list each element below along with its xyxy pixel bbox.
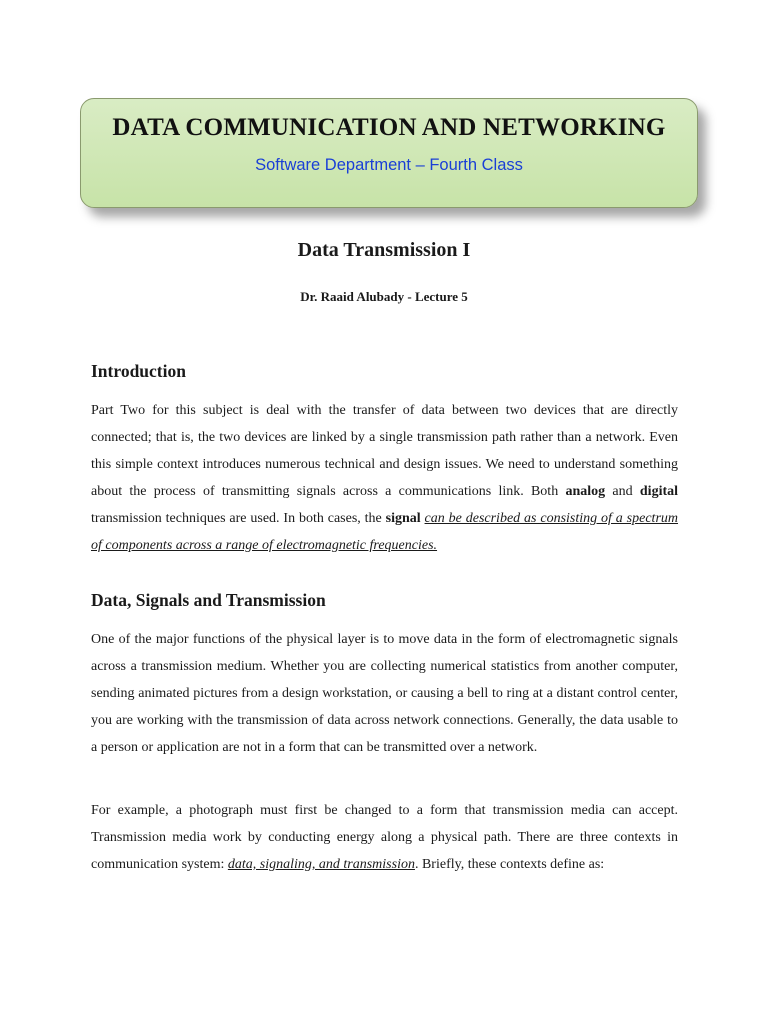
ds-p2-emphasis: data, signaling, and transmission [227, 857, 415, 872]
intro-bold-digital: digital [639, 484, 679, 499]
data-signals-heading: Data, Signals and Transmission [91, 590, 326, 610]
data-signals-paragraph-2 [91, 797, 678, 878]
intro-bold-signal: signal [385, 511, 421, 526]
course-title: DATA COMMUNICATION AND NETWORKING [112, 114, 666, 141]
intro-text-2: and [605, 484, 640, 499]
course-header-box [80, 98, 698, 208]
intro-emphasis: can be described as consisting of a spectrum of components across a range of electromagnetic frequencies. [91, 511, 679, 553]
ds-p2-text-2: . Briefly, these contexts define as: [414, 857, 605, 872]
intro-text-3: transmission techniques are used. In both cases, the [91, 511, 386, 526]
lecture-title: Data Transmission I [297, 239, 471, 261]
ds-p2-text-1: For example, a photograph must first be changed to a form that transmission media can accept. Transmission media work by conducting energy along a physical path. There are three contexts in communication system: [91, 803, 678, 872]
course-subtitle: Software Department – Fourth Class [255, 156, 523, 174]
introduction-heading: Introduction [91, 361, 186, 381]
introduction-paragraph [91, 397, 678, 559]
intro-bold-analog: analog [565, 484, 606, 499]
intro-text-1: Part Two for this subject is deal with the transfer of data between two devices that are directly connected; that is, the two devices are linked by a single transmission path rather than a network. Even this simple context introduces numerous technical and design issues. We need to understand something about the process of transmitting signals across a communications link. Both [91, 403, 678, 499]
data-signals-paragraph-1: One of the major functions of the physical layer is to move data in the form of electromagnetic signals across a transmission medium. Whether you are collecting numerical statistics from another computer, sending animated pictures from a design workstation, or causing a bell to ring at a distant control center, you are working with the transmission of data across network connections. Generally, the data usable to a person or application are not in a form that can be transmitted over a network. [91, 632, 678, 755]
lecture-author: Dr. Raaid Alubady - Lecture 5 [300, 289, 468, 304]
